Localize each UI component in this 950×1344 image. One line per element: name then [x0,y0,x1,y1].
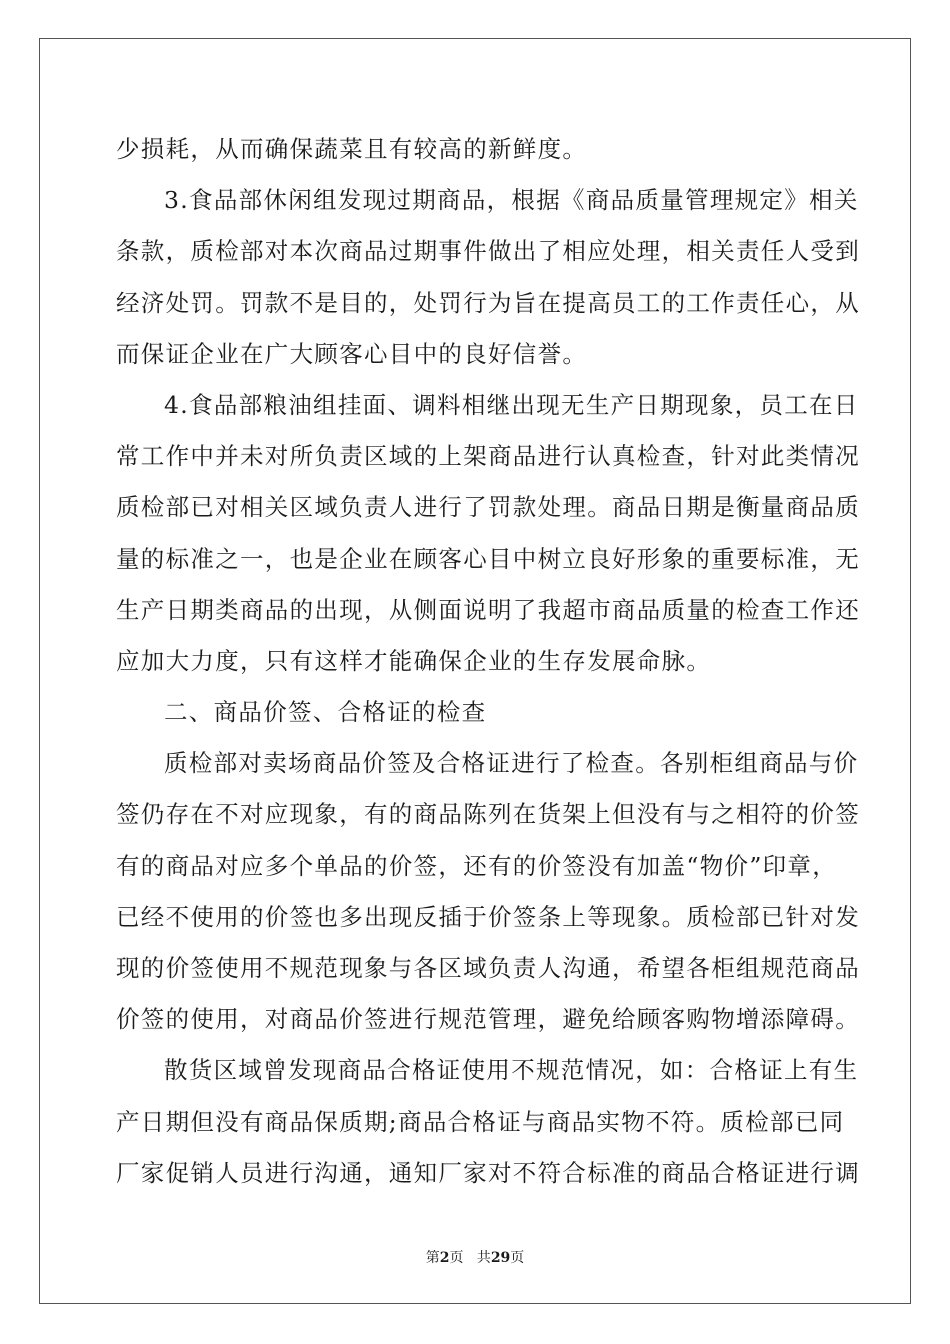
page-number: 2 [439,1250,450,1266]
text-line: 现的价签使用不规范现象与各区域负责人沟通，希望各柜组规范商品 [116,954,860,982]
text-line: 价签的使用，对商品价签进行规范管理，避免给顾客购物增添障碍。 [116,1005,860,1034]
page-suffix: 页 [449,1250,464,1266]
text-line: 应加大力度，只有这样才能确保企业的生存发展命脉。 [116,646,712,675]
text-line: 有的商品对应多个单品的价签，还有的价签没有加盖“物价”印章， [116,851,838,880]
text-line: 少损耗，从而确保蔬菜且有较高的新鲜度。 [116,135,588,163]
text-line: 质检部已对相关区域负责人进行了罚款处理。商品日期是衡量商品质 [116,493,860,522]
text-line: 已经不使用的价签也多出现反插于价签条上等现象。质检部已针对发 [116,902,860,931]
text-line: 签仍存在不对应现象，有的商品陈列在货架上但没有与之相符的价签 [116,800,860,829]
text-line: 散货区域曾发现商品合格证使用不规范情况，如：合格证上有生 [164,1056,859,1085]
text-line: 产日期但没有商品保质期;商品合格证与商品实物不符。质检部已同 [116,1107,845,1136]
text-line: 质检部对卖场商品价签及合格证进行了检查。各别柜组商品与价 [164,749,859,778]
total-pages: 29 [490,1250,511,1266]
text-line: 量的标准之一，也是企业在顾客心目中树立良好形象的重要标准，无 [116,544,860,573]
page-prefix: 第 [425,1250,440,1266]
text-line: 4.食品部粮油组挂面、调料相继出现无生产日期现象，员工在日 [164,390,859,419]
text-line: 生产日期类商品的出现，从侧面说明了我超市商品质量的检查工作还 [116,595,860,624]
text-line: 条款，质检部对本次商品过期事件做出了相应处理，相关责任人受到 [116,237,860,266]
text-line: 二、商品价签、合格证的检查 [164,698,487,727]
total-prefix: 共 [476,1250,491,1266]
total-suffix: 页 [510,1250,525,1266]
text-line: 常工作中并未对所负责区域的上架商品进行认真检查，针对此类情况 [116,442,860,471]
text-line: 经济处罚。罚款不是目的，处罚行为旨在提高员工的工作责任心，从 [116,288,860,317]
document-body [116,124,860,1199]
text-line: 而保证企业在广大顾客心目中的良好信誉。 [116,339,588,368]
text-line: 3.食品部休闲组发现过期商品，根据《商品质量管理规定》相关 [164,186,859,215]
text-line: 厂家促销人员进行沟通，通知厂家对不符合标准的商品合格证进行调 [116,1158,860,1187]
page-footer [0,1247,950,1267]
